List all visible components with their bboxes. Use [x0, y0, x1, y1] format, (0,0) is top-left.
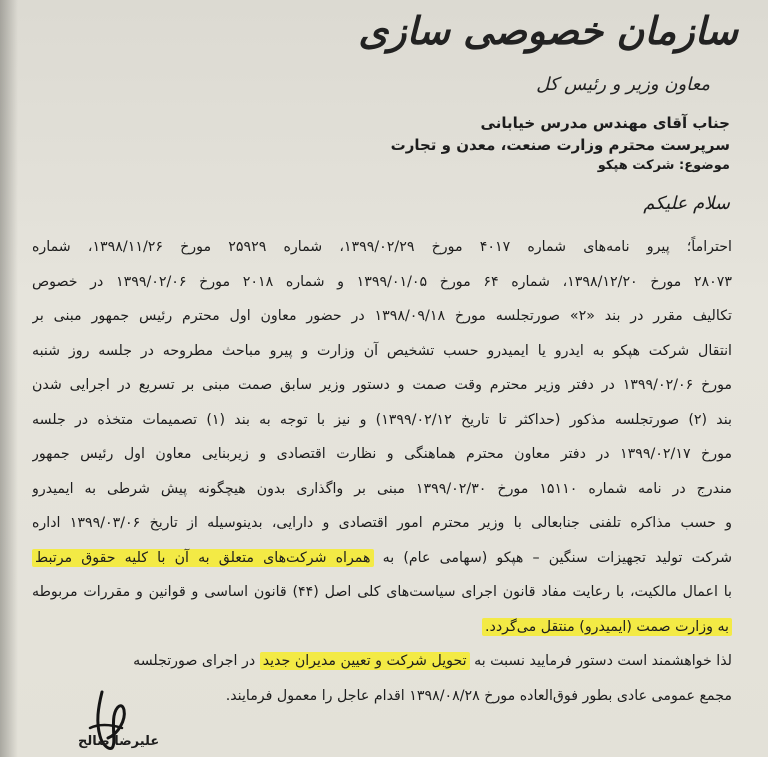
body-line-highlighted [32, 541, 732, 576]
body-line: مورخ ۱۳۹۹/۰۲/۱۷ در دفتر معاون محترم هماهنگی و نظارت اقتصادی و زیربنایی معاون اول رئیس جمهور [32, 446, 732, 462]
closing-line: مجمع عمومی عادی بطور فوق‌العاده مورخ ۱۳۹۸/۰۸/۲۸ اقدام عاجل را معمول فرمایند. [225, 687, 732, 704]
letter-body [32, 230, 732, 713]
body-line: احتراماً؛ پیرو نامه‌های شماره ۴۰۱۷ مورخ ۱۳۹۹/۰۲/۲۹، شماره ۲۵۹۲۹ مورخ ۱۳۹۸/۱۱/۲۶، شماره [32, 239, 732, 255]
body-line: ۲۸۰۷۳ مورخ ۱۳۹۸/۱۲/۲۰، شماره ۶۴ مورخ ۱۳۹۹/۰۱/۰۵ و شماره ۲۰۱۸ مورخ ۱۳۹۹/۰۲/۰۶ در خصوص [32, 273, 732, 290]
body-text-segment: شرکت تولید تجهیزات سنگین – هپکو (سهامی عام) به [373, 549, 732, 566]
body-line: بند (۲) صورتجلسه مذکور (حداکثر تا تاریخ ۱۳۹۹/۰۲/۱۲) و نیز با توجه به بند (۱) تصمیمات متخذه در جلسه [32, 411, 732, 428]
addressee-name: جناب آقای مهندس مدرس خیابانی [480, 114, 730, 132]
addressee-position: سرپرست محترم وزارت صنعت، معدن و تجارت [390, 136, 730, 154]
body-line: مندرج در نامه شماره ۱۵۱۱۰ مورخ ۱۳۹۹/۰۲/۳۰ مبنی بر واگذاری بدون هیچگونه پیش شرطی به ایمیدرو [32, 480, 732, 497]
highlighted-text: همراه شرکت‌های متعلق به آن با کلیه حقوق مرتبط [32, 549, 374, 567]
body-line: مورخ ۱۳۹۹/۰۲/۰۶ در دفتر وزیر محترم وقت صمت و دستور وزیر سابق صمت مبنی بر تسریع در اجرایی شدن [32, 377, 732, 393]
highlighted-text: تحویل شرکت و تعیین مدیران جدید [260, 652, 470, 670]
organization-title: سازمان خصوصی سازی [358, 8, 738, 53]
greeting: سلام علیکم [643, 193, 730, 214]
page-edge-shadow [0, 0, 18, 757]
signatory-name: علیرضا صالح [78, 734, 160, 749]
subject-line: موضوع: شرکت هپکو [597, 158, 730, 173]
sender-title: معاون وزیر و رئیس کل [536, 74, 710, 95]
closing-text-segment: در اجرای صورتجلسه [133, 653, 260, 669]
body-line: انتقال شرکت هپکو به ایدرو یا ایمیدرو حسب تشخیص آن وزارت و پیرو مباحث مطروحه در جلسه روز شنبه [32, 342, 732, 359]
closing-line [32, 644, 732, 679]
closing-text-segment: لذا خواهشمند است دستور فرمایید نسبت به [469, 653, 732, 669]
body-line: و حسب مذاکره تلفنی جنابعالی با وزیر محترم امور اقتصادی و دارایی، بدینوسیله از تاریخ ۱۳۹۹/۰۳/۰۶ اداره [32, 515, 732, 531]
addressee-block [391, 112, 730, 156]
body-line-highlighted [32, 610, 732, 645]
highlighted-text: به وزارت صمت (ایمیدرو) منتقل می‌گردد. [482, 618, 732, 636]
body-line: تکالیف مقرر در بند «۲» صورتجلسه مورخ ۱۳۹۸/۰۹/۱۸ در حضور معاون اول محترم رئیس جمهور مبنی بر [32, 308, 732, 324]
body-line: با اعمال مالکیت، با رعایت مفاد قانون اجرای سیاست‌های کلی اصل (۴۴) قانون اساسی و قوانین و مقررات مربوطه [32, 584, 732, 600]
